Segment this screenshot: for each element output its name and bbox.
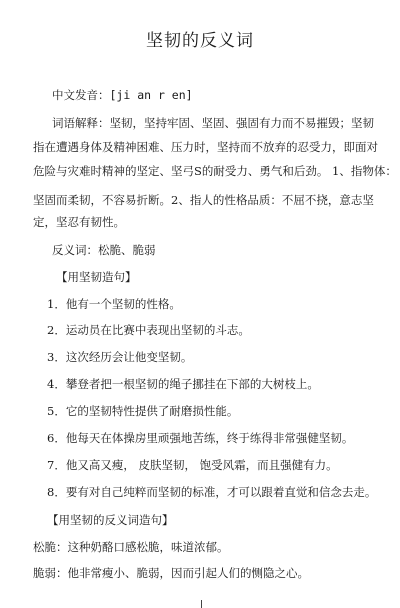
antonym-sentence: 脆弱：他非常瘦小、脆弱，因而引起人们的恻隐之心。 xyxy=(33,566,309,580)
example-sentence: 3．这次经历会让他变坚韧。 xyxy=(47,350,193,364)
section-header-sentences: 【用坚韧造句】 xyxy=(56,270,137,284)
definition-line: 坚固而柔韧，不容易折断。2、指人的性格品质：不屈不挠，意志坚 xyxy=(33,193,374,207)
example-sentence: 6．他每天在体操房里顽强地苦练，终于练得非常强健坚韧。 xyxy=(47,431,354,445)
definition-line: 危险与灾难时精神的坚定、坚弓S的耐受力、勇气和后劲。 1、指物体： xyxy=(33,164,397,178)
definition-line: 词语解释：坚韧，坚持牢固、坚固、强固有力而不易摧毁；坚韧 xyxy=(52,116,374,130)
example-sentence: 7．他又高又瘦， 皮肤坚韧， 饱受风霜，而且强健有力。 xyxy=(47,458,338,472)
page-edge-mark xyxy=(201,600,202,608)
definition-line: 定，坚忍有韧性。 xyxy=(33,215,125,229)
example-sentence: 4．攀登者把一根坚韧的绳子挪挂在下部的大树枝上。 xyxy=(47,377,319,391)
page-title: 坚韧的反义词 xyxy=(146,31,254,51)
example-sentence: 5．它的坚韧特性提供了耐磨损性能。 xyxy=(47,404,239,418)
antonym-sentence: 松脆：这种奶酪口感松脆，味道浓郁。 xyxy=(33,540,229,554)
pronunciation-value: [ji an r en] xyxy=(109,88,193,102)
pronunciation-label: 中文发音： xyxy=(52,88,110,102)
example-sentence: 8．要有对自己纯粹而坚韧的标准，才可以跟着直觉和信念去走。 xyxy=(47,485,377,499)
example-sentence: 1．他有一个坚韧的性格。 xyxy=(47,297,181,311)
antonyms-line: 反义词：松脆、脆弱 xyxy=(52,243,156,257)
section-header-antonym-sentences: 【用坚韧的反义词造句】 xyxy=(47,513,174,527)
example-sentence: 2．运动员在比赛中表现出坚韧的斗志。 xyxy=(47,323,250,337)
definition-line: 指在遭遇身体及精神困难、压力时，坚持而不放弃的忍受力，即面对 xyxy=(33,140,378,154)
pronunciation-line xyxy=(52,88,193,102)
